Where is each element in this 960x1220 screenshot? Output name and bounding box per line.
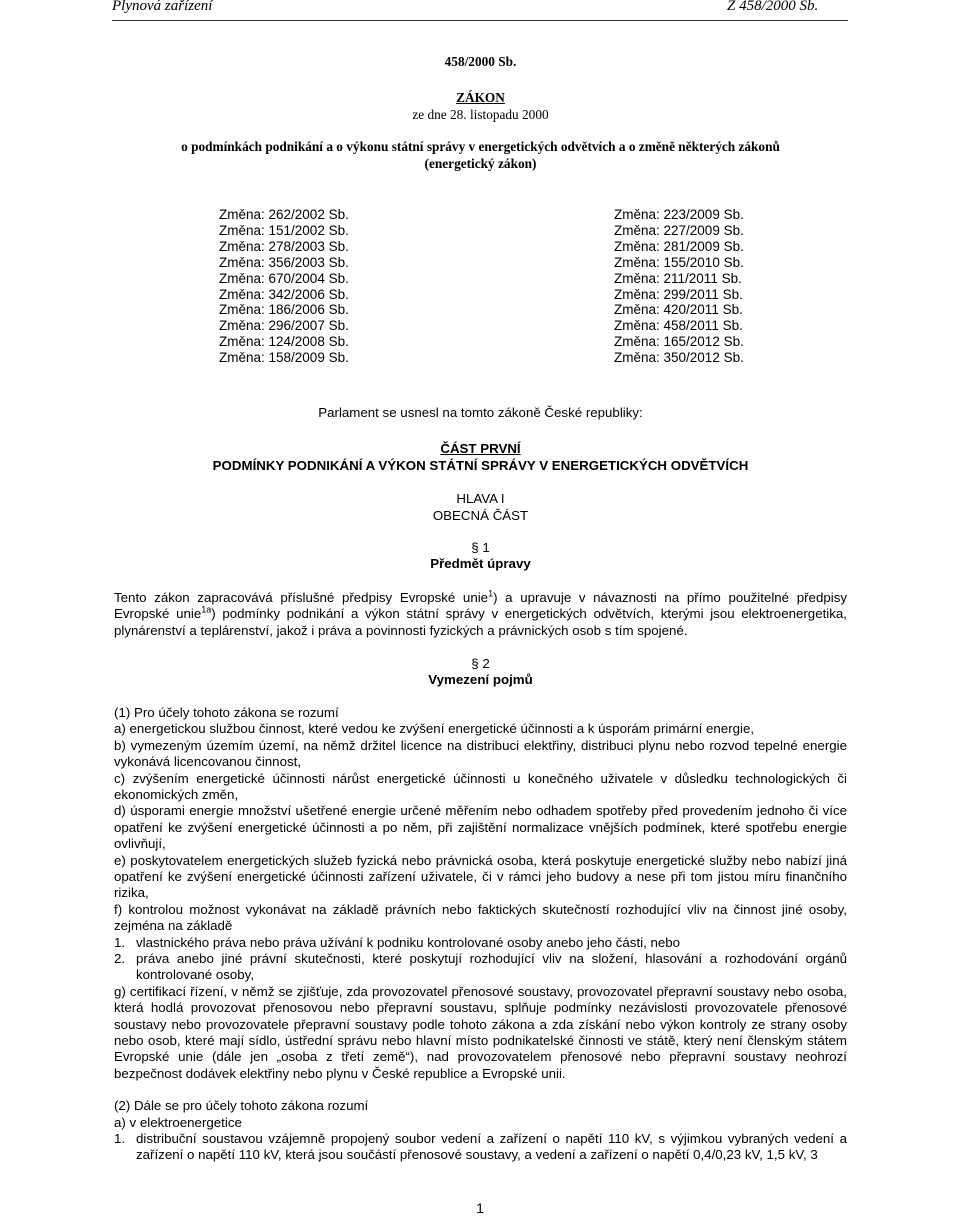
section-2-mark: § 2: [471, 656, 490, 672]
amendment-item: Změna: 356/2003 Sb.: [219, 254, 349, 270]
document-body: [114, 54, 847, 172]
amendment-item: Změna: 296/2007 Sb.: [219, 318, 349, 334]
header-left-title: Plynová zařízení: [112, 0, 213, 14]
amendment-item: Změna: 299/2011 Sb.: [614, 286, 743, 302]
amendment-item: Změna: 124/2008 Sb.: [219, 334, 349, 350]
chapter-title: OBECNÁ ČÁST: [432, 507, 529, 523]
definition-f-item-2: 2. práva anebo jiné právní skutečnosti, které poskytují rozhodující vliv na složení, hlasování a rozhodování orgánů kontrolované osoby,: [114, 950, 847, 983]
para-2-item-1: 1. distribuční soustavou vzájemně propojený soubor vedení a zařízení o napětí 110 kV, s výjimkou vybraných vedení a zařízení o napětí 110 kV, která jsou součástí přenosové soustavy, a vedení a zařízení o napětí 0,4/0,23 kV, 1,5 kV, 3: [114, 1131, 847, 1163]
amendment-item: Změna: 670/2004 Sb.: [219, 270, 349, 286]
header-divider: [112, 20, 848, 21]
amendment-item: Změna: 278/2003 Sb.: [219, 238, 349, 254]
law-type: ZÁKON: [456, 90, 505, 106]
para-2-a: a) v elektroenergetice: [114, 1114, 242, 1130]
para-2-intro: (2) Dále se pro účely tohoto zákona rozumí: [114, 1098, 369, 1114]
amendment-item: Změna: 420/2011 Sb.: [614, 302, 743, 318]
amendment-item: Změna: 186/2006 Sb.: [219, 302, 349, 318]
amendment-item: Změna: 223/2009 Sb.: [614, 207, 744, 222]
page-number: 1: [476, 1200, 484, 1216]
amendments-right-column: [614, 207, 744, 366]
header-right-title: Z 458/2000 Sb.: [727, 0, 819, 14]
section-1-text: Tento zákon zapracovává příslušné předpisy Evropské unie$^1$) a upravuje v návaznosti na přímo použitelné předpisy Evropské unie$^{1a}$) podmínky podnikání a výkon státní správy v energetických odvětvích, kterými jsou elektroenergetika, plynárenství a teplárenství, jakož i práva a povinnosti fyzických a právnických osob s tím spojené.: [114, 588, 847, 638]
definition-b: b) vymezeným územím území, na němž držitel licence na distribuci elektřiny, distribuci plynu nebo rozvod tepelné energie vykonává licencovanou činnost,: [114, 737, 847, 770]
section-1-mark: § 1: [471, 540, 490, 556]
document-main: [114, 405, 847, 1164]
definition-c: c) zvýšením energetické účinnosti nárůst energetické účinnosti u konečného uživatele v důsledku technologických či ekonomických změn,: [114, 770, 847, 802]
law-title: o podmínkách podnikání a o výkonu státní správy v energetických odvětvích a o změně některých zákonů: [181, 139, 780, 155]
amendment-item: Změna: 458/2011 Sb.: [614, 318, 743, 334]
law-number: 458/2000 Sb.: [444, 54, 517, 69]
amendment-item: Změna: 281/2009 Sb.: [614, 238, 744, 254]
definition-e: e) poskytovatelem energetických služeb fyzická nebo právnická osoba, která poskytuje energetické služby nebo nabízí jiná opatření ke zvýšení energetické účinnosti zařízení uživatele, či v rámci jeho budovy a nese při tom jistou míru finančního rizika,: [114, 852, 847, 901]
part-label: ČÁST PRVNÍ: [440, 441, 521, 457]
page-header: [0, 0, 960, 18]
section-1-title: Předmět úpravy: [430, 556, 531, 572]
law-date: ze dne 28. listopadu 2000: [412, 106, 549, 122]
definition-f: f) kontrolou možnost vykonávat na základě právních nebo faktických skutečností rozhodující vliv na činnost jiné osoby, zejména na základě: [114, 901, 847, 934]
amendment-item: Změna: 211/2011 Sb.: [614, 270, 742, 286]
law-subtitle: (energetický zákon): [424, 155, 537, 171]
definition-d: d) úsporami energie množství ušetřené energie určené měřením nebo odhadem spotřeby před provedením jednoho či více opatření ke zvýšení energetické účinnosti a po něm, při zajištění normalizace vnějších podmínek, které spotřebu energie ovlivňují,: [114, 803, 847, 852]
amendment-item: Změna: 155/2010 Sb.: [614, 254, 744, 270]
definition-a: a) energetickou službou činnost, které vedou ke zvýšení energetické účinnosti a k úsporám primární energie,: [114, 721, 755, 737]
amendment-item: Změna: 227/2009 Sb.: [614, 222, 744, 238]
definition-f-item-1: 1. vlastnického práva nebo práva užívání k podniku kontrolované osoby anebo jeho části, nebo: [114, 934, 681, 950]
definition-g: g) certifikací řízení, v němž se zjišťuje, zda provozovatel přenosové soustavy, provozovatel přepravní soustavy nebo osoba, která hodlá provozovat přenosovou nebo přepravní soustavu, splňuje podmínky nezávislosti provozovatele přenosové soustavy nebo provozovatele přepravní soustavy podle tohoto zákona a zda získání nebo výkon kontroly ze strany osoby nebo osob, které mají sídlo, ústřední správu nebo hlavní místo podnikatelské činnosti ve státě, který není členským státem Evropské unie (dále jen „osoba z třetí země“), nad provozovatelem přenosové nebo přepravní soustavy neohrozí bezpečnost dodávek elektřiny nebo plynu v České republice a Evropské unii.: [114, 983, 847, 1081]
amendments-left-column: [219, 207, 349, 366]
amendment-item: Změna: 151/2002 Sb.: [219, 222, 349, 238]
amendment-item: Změna: 262/2002 Sb.: [219, 207, 349, 222]
amendment-item: Změna: 158/2009 Sb.: [219, 350, 349, 366]
preamble: Parlament se usnesl na tomto zákoně České republiky:: [318, 405, 643, 420]
part-title: PODMÍNKY PODNIKÁNÍ A VÝKON STÁTNÍ SPRÁVY V ENERGETICKÝCH ODVĚTVÍCH: [212, 457, 749, 473]
section-2-title: Vymezení pojmů: [428, 672, 533, 688]
amendment-item: Změna: 342/2006 Sb.: [219, 286, 349, 302]
para-1-intro: (1) Pro účely tohoto zákona se rozumí: [114, 704, 339, 720]
amendment-item: Změna: 350/2012 Sb.: [614, 350, 744, 366]
chapter-label: HLAVA I: [456, 491, 505, 507]
amendment-item: Změna: 165/2012 Sb.: [614, 334, 744, 350]
